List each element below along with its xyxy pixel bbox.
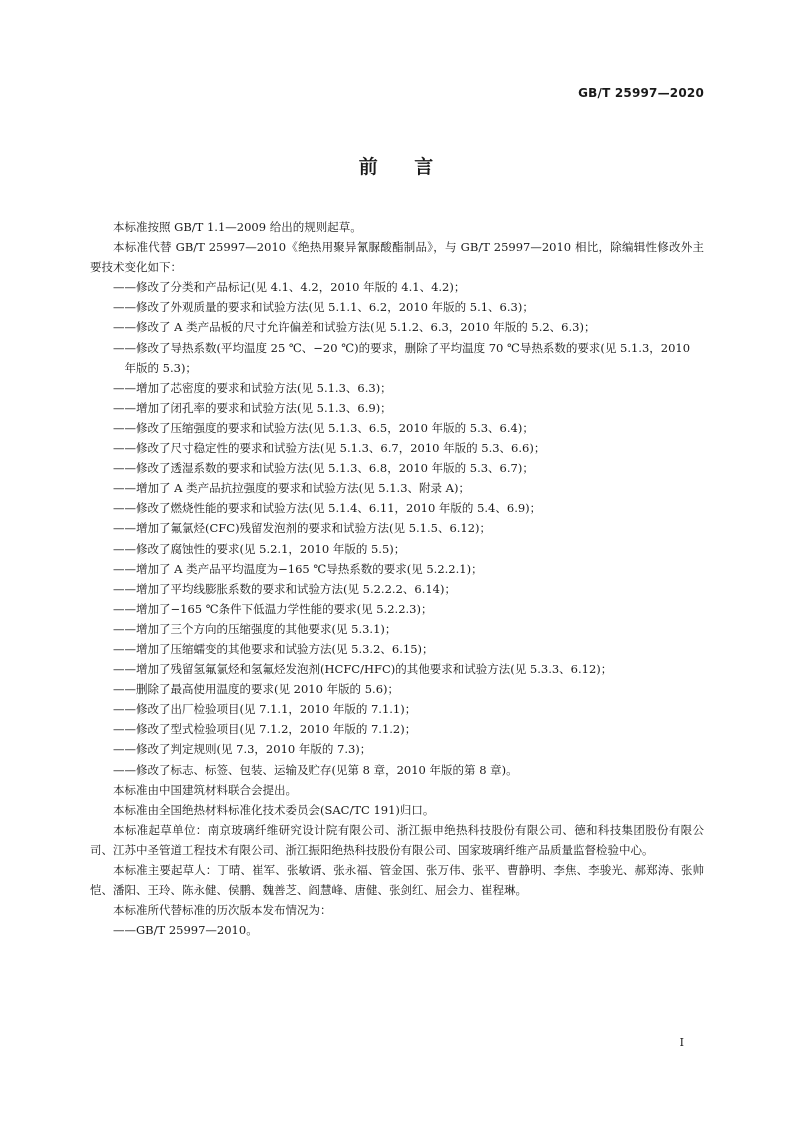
preface-body bbox=[90, 217, 704, 940]
list-item: ——修改了腐蚀性的要求(见 5.2.1，2010 年版的 5.5)； bbox=[113, 541, 406, 556]
list-item: ——修改了外观质量的要求和试验方法(见 5.1.1、6.2，2010 年版的 5.1、6.3)； bbox=[113, 300, 534, 315]
list-item: ——增加了 A 类产品平均温度为−165 ℃导热系数的要求(见 5.2.2.1)； bbox=[113, 561, 483, 576]
list-item: ——修改了导热系数(平均温度 25 ℃、−20 ℃)的要求，删除了平均温度 70 ℃导热系数的要求(见 5.1.3，2010 年版的 5.3)； bbox=[113, 340, 691, 375]
list-item: ——增加了−165 ℃条件下低温力学性能的要求(见 5.2.2.3)； bbox=[113, 601, 433, 616]
paragraph: 本标准主要起草人：丁晴、崔军、张敏谞、张永福、管金国、张万伟、张平、曹静明、李焦、李骏光、郝郑涛、张帅恺、潘阳、王玲、陈永健、侯鹏、魏善芝、阎慧峰、唐健、张剑红、屈会力、崔程琳。 bbox=[90, 863, 704, 898]
list-item: ——增加了氟氯烃(CFC)残留发泡剂的要求和试验方法(见 5.1.5、6.12)； bbox=[113, 521, 492, 536]
list-item: ——修改了燃烧性能的要求和试验方法(见 5.1.4、6.11，2010 年版的 5.4、6.9)； bbox=[113, 501, 542, 516]
list-item: ——删除了最高使用温度的要求(见 2010 年版的 5.6)； bbox=[113, 682, 399, 697]
page-number: I bbox=[679, 1036, 684, 1049]
list-item: ——增加了三个方向的压缩强度的其他要求(见 5.3.1)； bbox=[113, 621, 397, 636]
page-title: 前 言 bbox=[358, 156, 436, 178]
standard-code: GB/T 25997—2020 bbox=[578, 86, 704, 100]
list-item: ——GB/T 25997—2010。 bbox=[113, 923, 258, 938]
list-item: ——修改了标志、标签、包装、运输及贮存(见第 8 章，2010 年版的第 8 章)。 bbox=[113, 762, 518, 777]
list-item: ——修改了 A 类产品板的尺寸允许偏差和试验方法(见 5.1.2、6.3，2010 年版的 5.2、6.3)； bbox=[113, 320, 596, 335]
paragraph: 本标准按照 GB/T 1.1—2009 给出的规则起草。 bbox=[113, 220, 362, 234]
list-item: ——修改了压缩强度的要求和试验方法(见 5.1.3、6.5，2010 年版的 5.3、6.4)； bbox=[113, 420, 534, 435]
list-item: ——修改了出厂检验项目(见 7.1.1，2010 年版的 7.1.1)； bbox=[113, 702, 417, 717]
list-item: ——增加了压缩蠕变的其他要求和试验方法(见 5.3.2、6.15)； bbox=[113, 641, 434, 656]
list-item: ——修改了透湿系数的要求和试验方法(见 5.1.3、6.8，2010 年版的 5.3、6.7)； bbox=[113, 461, 534, 476]
paragraph: 本标准所代替标准的历次版本发布情况为： bbox=[113, 903, 332, 918]
list-item: ——修改了判定规则(见 7.3，2010 年版的 7.3)； bbox=[113, 742, 372, 757]
list-item: ——修改了分类和产品标记(见 4.1、4.2，2010 年版的 4.1、4.2)； bbox=[113, 280, 466, 295]
list-item: ——增加了闭孔率的要求和试验方法(见 5.1.3、6.9)； bbox=[113, 400, 392, 415]
paragraph: 本标准由全国绝热材料标准化技术委员会(SAC/TC 191)归口。 bbox=[113, 802, 435, 817]
paragraph: 本标准代替 GB/T 25997—2010《绝热用聚异氰脲酸酯制品》，与 GB/T 25997—2010 相比，除编辑性修改外主要技术变化如下： bbox=[90, 240, 704, 275]
paragraph: 本标准起草单位：南京玻璃纤维研究设计院有限公司、浙江振申绝热科技股份有限公司、德和科技集团股份有限公司、江苏中圣管道工程技术有限公司、浙江振阳绝热科技股份有限公司、国家玻璃纤维产品质量监督检验中心。 bbox=[90, 822, 704, 857]
list-item: ——增加了芯密度的要求和试验方法(见 5.1.3、6.3)； bbox=[113, 380, 392, 395]
paragraph: 本标准由中国建筑材料联合会提出。 bbox=[113, 782, 297, 797]
list-item: ——增加了残留氢氟氯烃和氢氟烃发泡剂(HCFC/HFC)的其他要求和试验方法(见 5.3.3、6.12)； bbox=[113, 662, 613, 677]
list-item: ——增加了 A 类产品抗拉强度的要求和试验方法(见 5.1.3、附录 A)； bbox=[113, 481, 470, 496]
list-item: ——修改了型式检验项目(见 7.1.2，2010 年版的 7.1.2)； bbox=[113, 722, 417, 737]
list-item: ——修改了尺寸稳定性的要求和试验方法(见 5.1.3、6.7，2010 年版的 5.3、6.6)； bbox=[113, 441, 546, 456]
list-item: ——增加了平均线膨胀系数的要求和试验方法(见 5.2.2.2、6.14)； bbox=[113, 581, 456, 596]
